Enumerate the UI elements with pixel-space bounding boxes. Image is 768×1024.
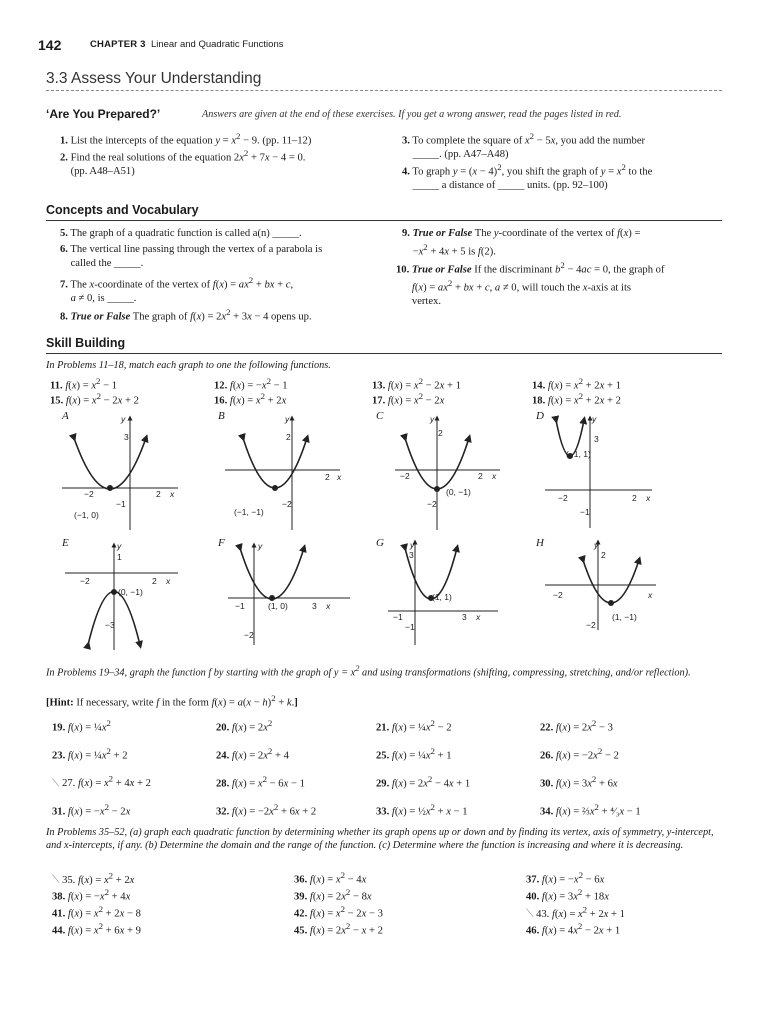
problem-35-text: 35. $f(x) = x^2 + 2x$ (62, 870, 135, 886)
graph-h-label-6: y (594, 540, 599, 550)
problem-30: 30. $f(x) = 3x^2 + 6x$ (540, 774, 618, 790)
problem-13: 13. $f(x) = x^2 - 2x + 1$ (372, 376, 461, 392)
graph-h-point (609, 601, 614, 606)
graph-e-label-6: −3 (105, 620, 115, 630)
graph-g-label-1: 3 (409, 550, 414, 560)
graph-b-point (273, 486, 278, 491)
problem-43 (526, 904, 625, 921)
graph-c-label-4: x (492, 471, 497, 481)
graph-letter-h: H (536, 537, 544, 549)
graph-letter-e: E (62, 537, 69, 549)
graph-a-curve (74, 438, 146, 489)
graph-letter-g: G (376, 537, 384, 549)
graph-h-label-2: −2 (553, 590, 563, 600)
graph-f-label-2: (1, 0) (268, 601, 288, 611)
problem-39: 39. $f(x) = 2x^2 - 8x$ (294, 887, 372, 903)
skill-heading: Skill Building (46, 336, 126, 350)
graph-f-point (270, 596, 275, 601)
graph-h-label-4: (1, −1) (612, 612, 637, 622)
graph-a-point (108, 486, 113, 491)
problem-25: 25. $f(x) = \frac{1}{4}x^2 + 1$ (376, 746, 452, 762)
graph-h-label-3: x (648, 590, 653, 600)
graph-a-label-4: x (170, 489, 175, 499)
graph-a-label-6: (−1, 0) (74, 510, 99, 520)
problem-29: 29. $f(x) = 2x^2 - 4x + 1$ (376, 774, 471, 790)
graph-g-label-6: −1 (405, 622, 415, 632)
problem-32: 32. $f(x) = -2x^2 + 6x + 2$ (216, 802, 317, 818)
quad-row-4 (46, 921, 722, 938)
problem-26: 26. $f(x) = -2x^2 - 2$ (540, 746, 619, 762)
graph-a-label-2: −2 (84, 489, 94, 499)
graph-f-label-6: y (258, 541, 263, 551)
graph-c-label-2: −2 (400, 471, 410, 481)
intro-35-52: In Problems 35–52, (a) graph each quadratic function by determining whether its graph opens up or down and by finding its vertex, axis of symmetry, y-intercept, and x-intercepts, if any. (b) Determine the domain and the range of the function. (c) Determine where the function is increasing and where it is decreasing. (46, 827, 714, 851)
graph-f-label-4: x (326, 601, 331, 611)
graph-f-curve (240, 548, 304, 599)
problem-27 (46, 774, 216, 791)
check-mark-icon: ⟍ (526, 908, 534, 920)
quad-row-1 (46, 870, 722, 887)
graph-a-label-1: 3 (124, 432, 129, 442)
quad-row-3 (46, 904, 722, 921)
graph-d-label-4: 2 (632, 493, 637, 503)
problem-21: 21. $f(x) = \frac{1}{4}x^2 - 2$ (376, 718, 452, 734)
graph-letter-c: C (376, 410, 384, 422)
problem-19: 19. $f(x) = \frac{1}{4}x^2$ (52, 718, 111, 734)
chapter-title: Linear and Quadratic Functions (150, 39, 284, 50)
problem-42: 42. $f(x) = x^2 - 2x - 3$ (294, 904, 383, 920)
graph-c-label-6: −2 (427, 499, 437, 509)
graph-c (395, 418, 500, 530)
graph-b-label-6: y (285, 414, 290, 424)
graph-f-label-5: −2 (244, 630, 254, 640)
problem-16: 16. $f(x) = x^2 + 2x$ (214, 390, 287, 407)
graph-h-label-5: −2 (586, 620, 596, 630)
graph-e-label-2: −2 (80, 576, 90, 586)
graph-e-label-5: (0, −1) (118, 587, 143, 597)
graph-b-label-2: 2 (325, 472, 330, 482)
graph-b-curve (243, 438, 307, 488)
problem-31: 31. $f(x) = -x^2 - 2x$ (52, 802, 131, 818)
concept-item-5: 5. The graph of a quadratic function is called a(n) _____. (60, 228, 302, 239)
hint: [Hint: If necessary, write f in the form $f(x) = a(x - h)^2 + k$.] (46, 693, 298, 709)
graph-d-label-5: x (646, 493, 651, 503)
problem-12: 12. $f(x) = -x^2 - 1$ (214, 376, 288, 392)
problem-35 (46, 870, 294, 887)
graph-a-label-7: y (121, 414, 126, 424)
graph-h-curve (583, 560, 639, 603)
graph-g-label-3: −1 (393, 612, 403, 622)
graph-c-label-7: y (430, 414, 435, 424)
transform-row-4 (46, 796, 722, 824)
prepared-note: Answers are given at the end of these exercises. If you get a wrong answer, read the pages listed in red. (202, 109, 622, 120)
graph-b-label-5: −2 (282, 499, 292, 509)
problem-27-text: 27. $f(x) = x^2 + 4x + 2$ (62, 773, 151, 790)
graph-e-label-4: x (166, 576, 171, 586)
transform-row-3 (46, 768, 722, 796)
graph-d-label-3: −2 (558, 493, 568, 503)
graph-e-label-7: y (117, 541, 122, 551)
problem-33: 33. $f(x) = \frac{1}{2}x^2 + x - 1$ (376, 802, 468, 818)
transform-row-2 (46, 740, 722, 768)
concept-item-6: 6. The vertical line passing through the vertex of a parabola is called the _____. (60, 244, 323, 269)
graph-b-label-4: (−1, −1) (234, 507, 264, 517)
graph-b-label-3: x (337, 472, 342, 482)
graph-d-label-1: 3 (594, 434, 599, 444)
prepared-item-2: 2. Find the real solutions of the equation $2x^2 + 7x - 4 = 0$. (pp. A48–A51) (60, 148, 306, 178)
problem-41: 41. $f(x) = x^2 + 2x - 8$ (52, 904, 141, 920)
graph-letter-f: F (218, 537, 225, 549)
transform-row-1 (46, 712, 722, 740)
graph-a-label-3: 2 (156, 489, 161, 499)
prepared-item-4: 4. To graph $y = (x - 4)^2$, you shift the graph of $y = x^2$ to the _____ a distance of _____ units. (pp. 92–100) (402, 162, 653, 192)
intro-19-34: In Problems 19–34, graph the function f by starting with the graph of $y = x^2$ and using transformations (shifting, compressing, stretching, and/or reflection). (46, 663, 691, 679)
graph-h-label-1: 2 (601, 550, 606, 560)
graph-e-point (112, 590, 117, 595)
graph-letter-b: B (218, 410, 225, 422)
concept-item-10: 10. True or False If the discriminant $b^2 - 4ac = 0$, the graph of $f(x) = ax^2$ + bx + c, a ≠ 0, will touch the x-axis at its vertex. (396, 260, 665, 308)
problem-46: 46. $f(x) = 4x^2 - 2x + 1$ (526, 921, 621, 937)
problem-43-text: 43. $f(x) = x^2 + 2x + 1$ (536, 904, 625, 920)
graph-g-label-2: (1, 1) (432, 592, 452, 602)
problem-44: 44. $f(x) = x^2 + 6x + 9$ (52, 921, 141, 937)
graph-g-label-5: x (476, 612, 481, 622)
graph-c-label-3: 2 (478, 471, 483, 481)
chapter-label: CHAPTER 3 (90, 39, 146, 50)
graph-letter-a: A (62, 410, 69, 422)
concept-item-7: 7. The x-coordinate of the vertex of $f(x) = ax^2$ + bx + c, a ≠ 0, is _____. (60, 275, 294, 305)
problem-18: 18. $f(x) = x^2 + 2x + 2$ (532, 390, 621, 407)
quad-row-2 (46, 887, 722, 904)
problem-45: 45. $f(x) = 2x^2 - x + 2$ (294, 921, 383, 937)
graph-g-label-4: 3 (462, 612, 467, 622)
graph-letter-d: D (536, 410, 544, 422)
graph-g-label-7: y (410, 540, 415, 550)
problem-11: 11. $f(x) = x^2 - 1$ (50, 376, 118, 392)
problem-37: 37. $f(x) = -x^2 - 6x$ (526, 870, 605, 886)
graph-e-label-1: 1 (117, 552, 122, 562)
graph-b-label-1: 2 (286, 432, 291, 442)
graph-e-label-3: 2 (152, 576, 157, 586)
graph-c-label-1: 2 (438, 428, 443, 438)
graph-c-label-5: (0, −1) (446, 487, 471, 497)
problem-17: 17. $f(x) = x^2 - 2x$ (372, 390, 445, 407)
prepared-item-3: 3. To complete the square of $x^2 - 5x$, you add the number _____. (pp. A47–A48) (402, 131, 646, 161)
problem-40: 40. $f(x) = 3x^2 + 18x$ (526, 887, 609, 903)
problem-24: 24. $f(x) = 2x^2 + 4$ (216, 746, 289, 762)
check-mark-icon: ⟍ (52, 874, 60, 886)
problem-28: 28. $f(x) = x^2 - 6x - 1$ (216, 774, 305, 790)
problem-23: 23. $f(x) = \frac{1}{4}x^2 + 2$ (52, 746, 128, 762)
problem-36: 36. $f(x) = x^2 - 4x$ (294, 870, 367, 886)
quadratic-problems (46, 870, 722, 938)
problem-15: 15. $f(x) = x^2 - 2x + 2$ (50, 390, 139, 407)
transform-problems (46, 712, 722, 824)
concept-item-8: 8. True or False The graph of $f(x) = 2x^2 + 3x - 4$ opens up. (60, 307, 312, 323)
problem-22: 22. $f(x) = 2x^2 - 3$ (540, 718, 613, 734)
concepts-heading: Concepts and Vocabulary (46, 203, 199, 217)
concept-item-9: 9. True or False The y-coordinate of the vertex of f(x) = $-x^2 + 4x + 5$ is f(2). (402, 228, 641, 258)
graph-d-label-2: (−1, 1) (566, 449, 591, 459)
graph-f-label-1: −1 (235, 601, 245, 611)
prepared-title: ‘Are You Prepared?’ (46, 107, 161, 121)
intro-11-18: In Problems 11–18, match each graph to one the following functions. (46, 360, 331, 371)
problem-14: 14. $f(x) = x^2 + 2x + 1$ (532, 376, 621, 392)
check-mark-icon: ⟍ (52, 778, 60, 790)
problem-38: 38. $f(x) = -x^2 + 4x$ (52, 887, 131, 903)
graph-d-label-6: −1 (580, 507, 590, 517)
graph-c-point (435, 487, 440, 492)
problem-34: 34. $f(x) = \frac{2}{3}x^2$ + ⁴⁄₃x − 1 (540, 802, 641, 818)
graph-f-label-3: 3 (312, 601, 317, 611)
section-title: 3.3 Assess Your Understanding (46, 70, 262, 87)
graph-d-label-7: y (592, 414, 597, 424)
problem-20: 20. $f(x) = 2x^2$ (216, 718, 273, 734)
page-number: 142 (38, 37, 62, 53)
graph-a-label-5: −1 (116, 499, 126, 509)
prepared-item-1: 1. List the intercepts of the equation $y = x^2 - 9$. (pp. 11–12) (60, 131, 312, 147)
